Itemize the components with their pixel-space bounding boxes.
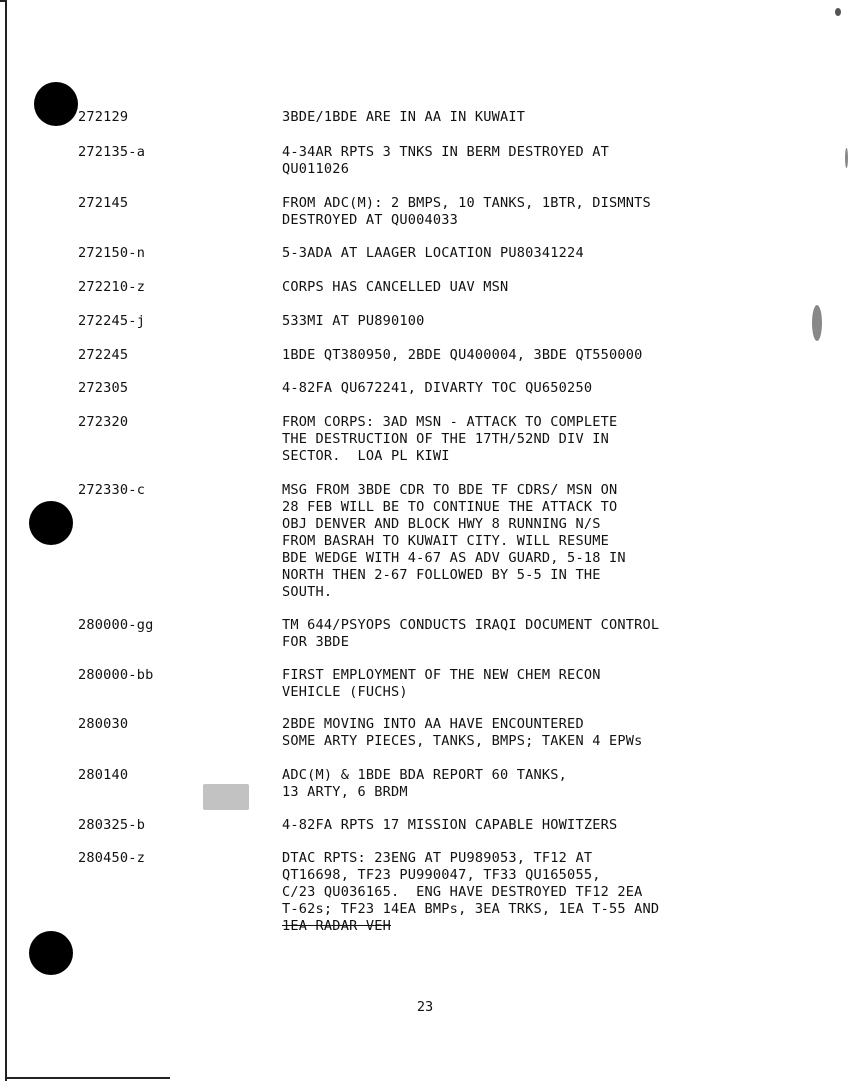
page-number: 23 (416, 999, 434, 1015)
entry-time: 280030 (78, 716, 129, 732)
scan-speck (835, 8, 841, 16)
bottom-margin-rule (5, 1077, 170, 1079)
entry-time: 272150-n (78, 245, 146, 261)
entry-text: 1BDE QT380950, 2BDE QU400004, 3BDE QT550000 (282, 347, 643, 363)
scan-speck (812, 305, 822, 341)
entry-time: 272129 (78, 109, 129, 125)
entry-text: FROM CORPS: 3AD MSN - ATTACK TO COMPLETE THE DESTRUCTION OF THE 17TH/52ND DIV IN SECTOR. LOA PL KIWI (282, 414, 618, 464)
scan-smudge (203, 784, 249, 810)
entry-time: 280450-z (78, 850, 146, 866)
entry-time: 280000-bb (78, 667, 154, 683)
entry-time: 272320 (78, 414, 129, 430)
entry-text: FIRST EMPLOYMENT OF THE NEW CHEM RECON VEHICLE (FUCHS) (282, 667, 601, 700)
punch-hole-middle (29, 501, 73, 545)
entry-text: CORPS HAS CANCELLED UAV MSN (282, 279, 509, 295)
entry-time: 280325-b (78, 817, 146, 833)
entry-text: 2BDE MOVING INTO AA HAVE ENCOUNTERED SOME ARTY PIECES, TANKS, BMPS; TAKEN 4 EPWs (282, 716, 643, 749)
entry-time: 272245 (78, 347, 129, 363)
entry-text: ADC(M) & 1BDE BDA REPORT 60 TANKS, 13 ARTY, 6 BRDM (282, 767, 568, 800)
entry-text: 4-82FA RPTS 17 MISSION CAPABLE HOWITZERS (282, 817, 618, 833)
entry-text: 5-3ADA AT LAAGER LOCATION PU80341224 (282, 245, 584, 261)
entry-text: 4-82FA QU672241, DIVARTY TOC QU650250 (282, 380, 593, 396)
entry-time: 272145 (78, 195, 129, 211)
entry-text: 4-34AR RPTS 3 TNKS IN BERM DESTROYED AT QU011026 (282, 144, 609, 177)
struck-text: 1EA RADAR VEH (282, 918, 391, 934)
entry-text: 533MI AT PU890100 (282, 313, 425, 329)
entry-time: 272210-z (78, 279, 146, 295)
entry-time: 272330-c (78, 482, 146, 498)
entry-time: 280140 (78, 767, 129, 783)
entry-text: MSG FROM 3BDE CDR TO BDE TF CDRS/ MSN ON 28 FEB WILL BE TO CONTINUE THE ATTACK TO OBJ DENVER AND BLOCK HWY 8 RUNNING N/S FROM BASRAH TO KUWAIT CITY. WILL RESUME BDE WEDGE WITH 4-67 AS ADV GUARD, 5-18 IN NORTH THEN 2-67 FOLLOWED BY 5-5 IN THE SOUTH. (282, 482, 626, 600)
entry-time: 272305 (78, 380, 129, 396)
top-corner-mark (0, 0, 6, 12)
entry-text: TM 644/PSYOPS CONDUCTS IRAQI DOCUMENT CONTROL FOR 3BDE (282, 617, 660, 650)
entry-text: 3BDE/1BDE ARE IN AA IN KUWAIT (282, 109, 526, 125)
scan-speck (845, 148, 848, 168)
entry-time: 272135-a (78, 144, 146, 160)
left-margin-rule (5, 0, 7, 1081)
punch-hole-bottom (29, 931, 73, 975)
entry-text: FROM ADC(M): 2 BMPS, 10 TANKS, 1BTR, DISMNTS DESTROYED AT QU004033 (282, 195, 651, 228)
entry-time: 280000-gg (78, 617, 154, 633)
entry-time: 272245-j (78, 313, 146, 329)
entry-text: DTAC RPTS: 23ENG AT PU989053, TF12 AT QT16698, TF23 PU990047, TF33 QU165055, C/23 QU036165. ENG HAVE DESTROYED TF12 2EA T-62s; TF23 14EA BMPs, 3EA TRKS, 1EA T-55 AND (282, 850, 660, 917)
punch-hole-top (34, 82, 78, 126)
